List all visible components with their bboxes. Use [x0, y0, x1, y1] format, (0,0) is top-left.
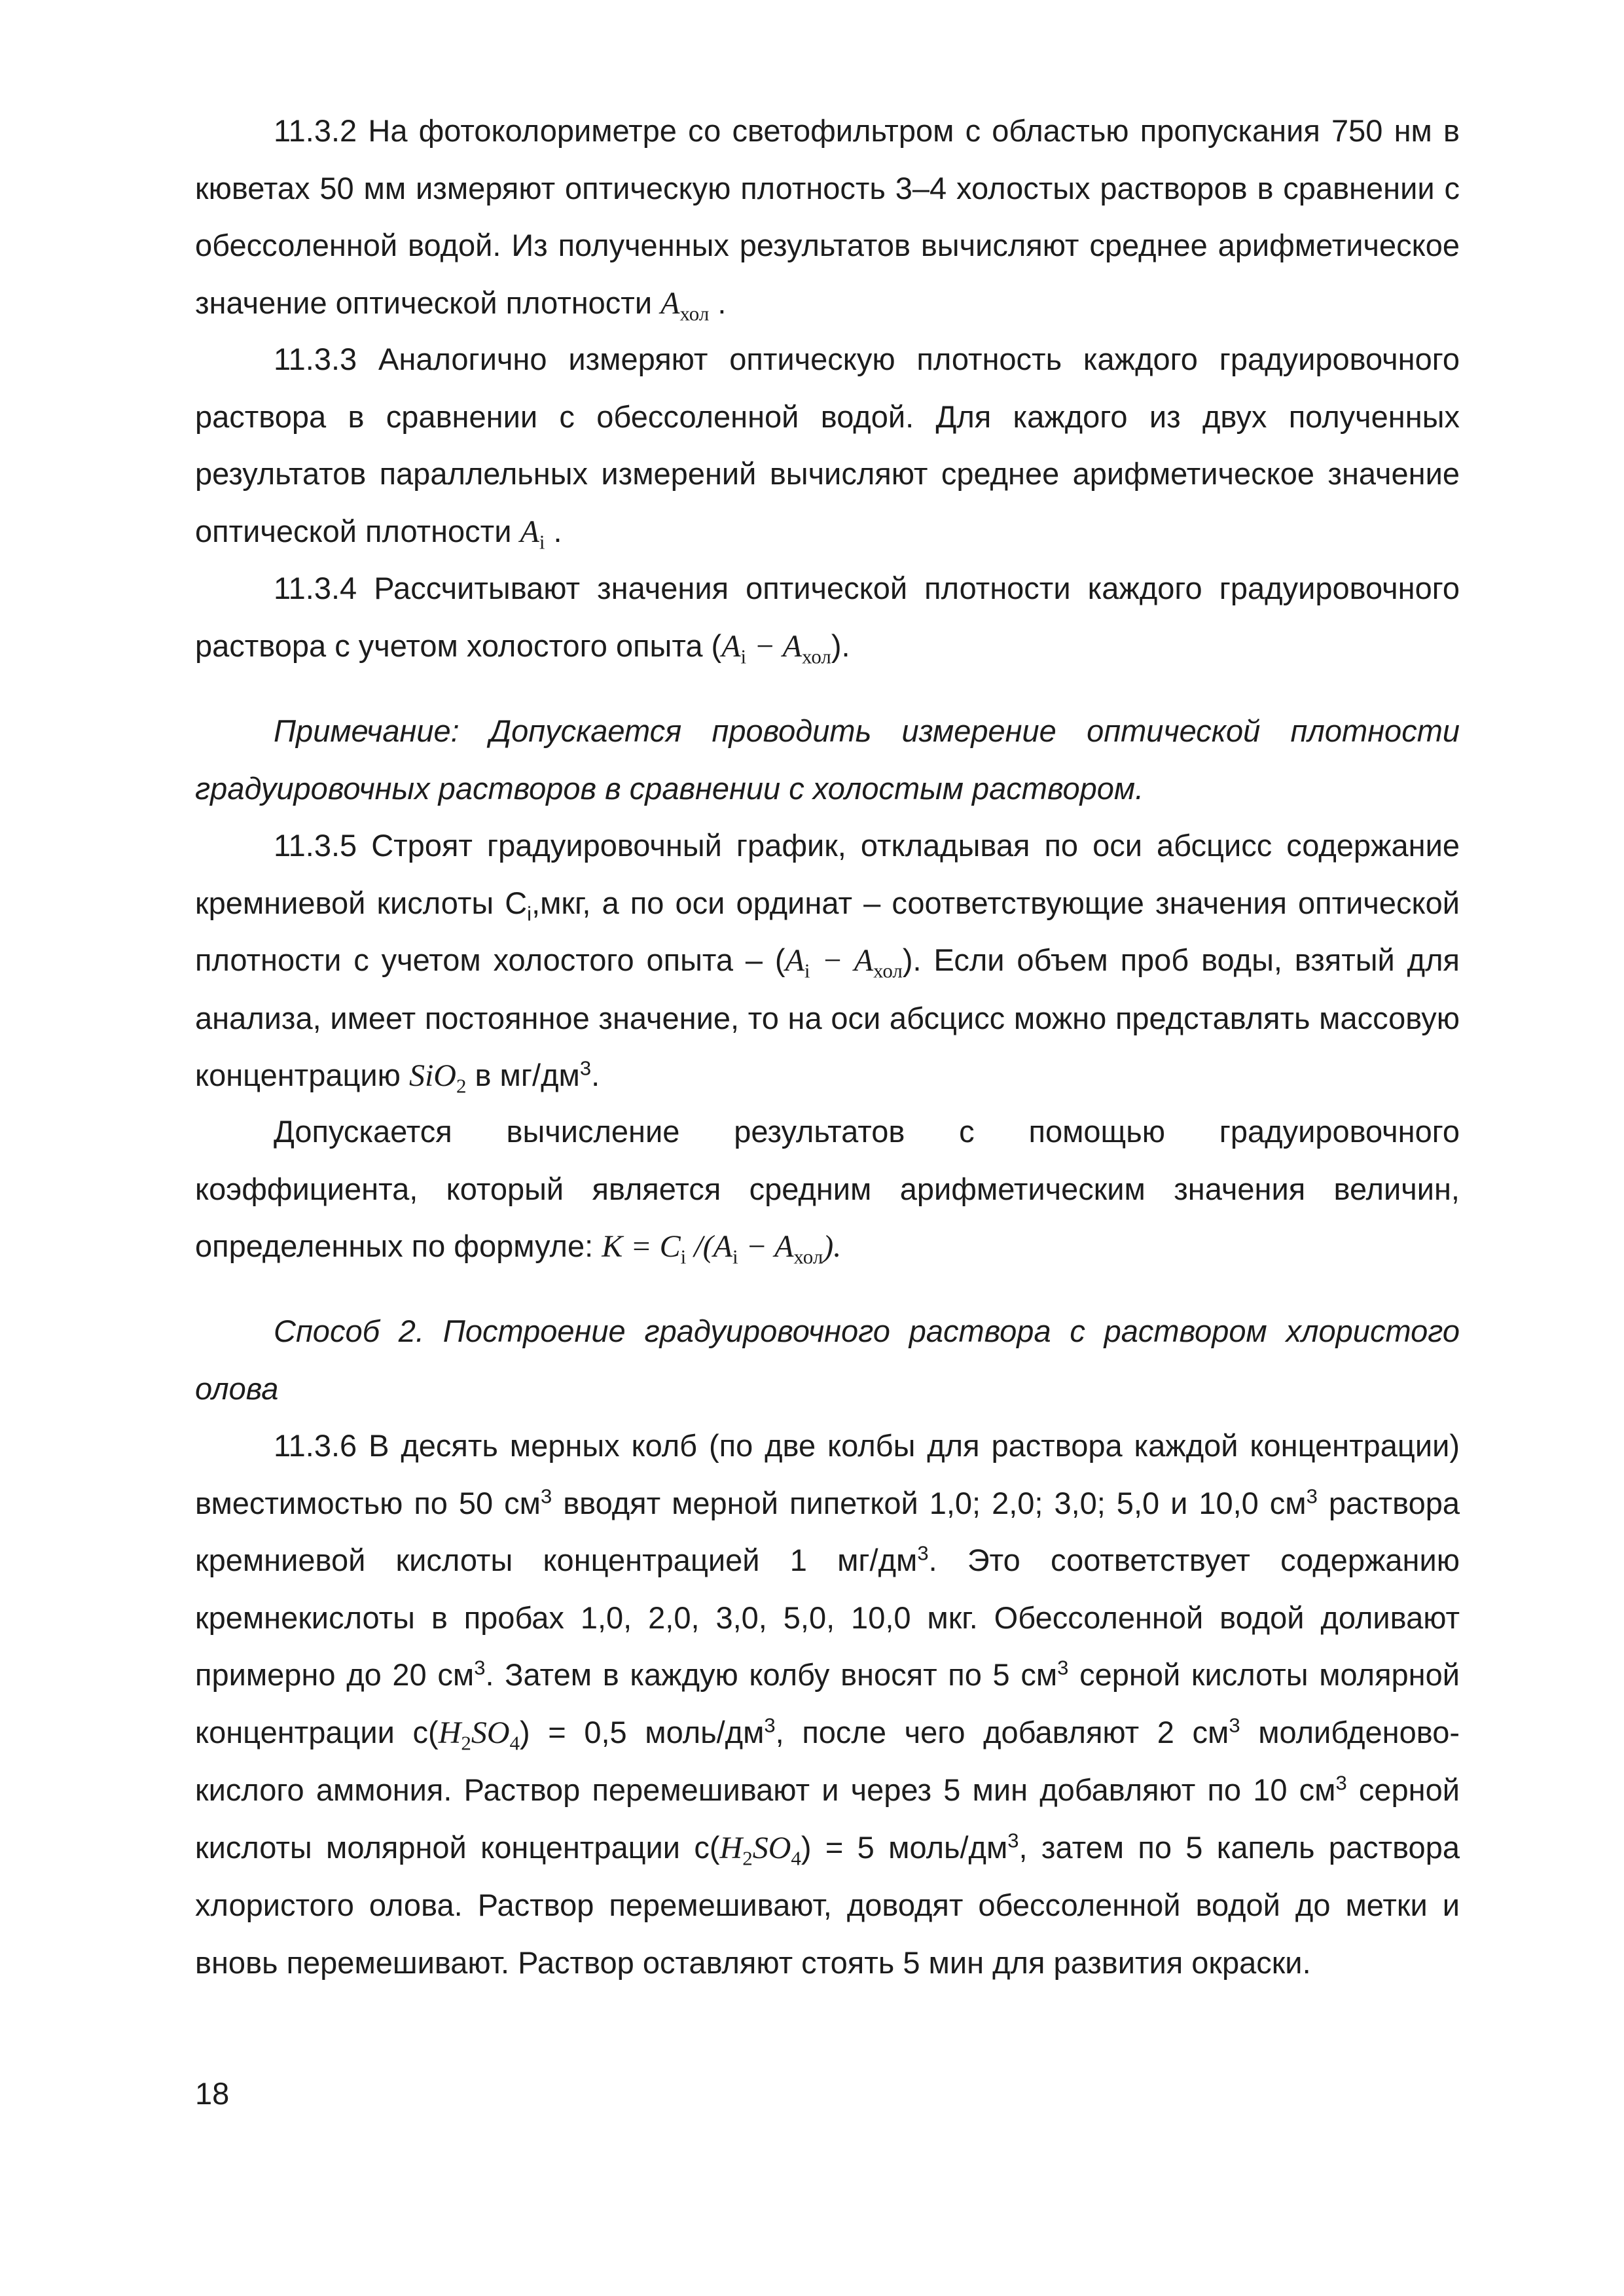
math-sio2: SiO$_2$	[408, 1058, 467, 1098]
method-2-heading: Способ 2. Построение градуировочного раствора с раствором хлористого олова	[195, 1314, 1460, 1406]
paragraph-text: 11.3.4 Рассчитывают значения оптической плотности каждого градуировочного раствора с учетом холостого опыта (	[195, 571, 1460, 663]
math-h2so4: $H_2SO_4$	[438, 1715, 520, 1755]
paragraph-11-3-4: 11.3.4 Рассчитывают значения оптической плотности каждого градуировочного раствора с учетом холостого опыта $(A_i - A_{хол})$.	[195, 571, 1460, 668]
paragraph-11-3-3: 11.3.3 Аналогично измеряют оптическую плотность каждого градуировочного раствора в сравнении с обессоленной водой. Для каждого из двух полученных результатов параллельных измерений вычисляют среднее арифметическое значение оптической плотности $A_i$ .	[195, 342, 1460, 554]
paragraph-11-3-2: 11.3.2 На фотоколориметре со светофильтром с областью пропускания 750 нм в кюветах 50 мм измеряют оптическую плотность 3–4 холостых растворов в сравнении с обессоленной водой. Из полученных результатов вычисляют среднее арифметическое значение оптической плотности $A_{хол}$ .	[195, 113, 1460, 325]
math-a-blank: $A_{хол}$	[660, 285, 710, 325]
paragraph-text: 11.3.3 Аналогично измеряют оптическую плотность каждого градуировочного раствора в сравнении с обессоленной водой. Для каждого из двух полученных результатов параллельных измерений вычисляют среднее арифметическое значение оптической плотности	[195, 342, 1460, 548]
math-h2so4: $H_2SO_4$	[719, 1830, 801, 1870]
paragraph-text: 11.3.2 На фотоколориметре со светофильтром с областью пропускания 750 нм в кюветах 50 мм измеряют оптическую плотность 3–4 холостых растворов в сравнении с обессоленной водой. Из полученных результатов вычисляют среднее арифметическое значение оптической плотности	[195, 113, 1460, 320]
note-paragraph: Примечание: Допускается проводить измерение оптической плотности градуировочных растворов в сравнении с холостым раствором.	[195, 713, 1460, 806]
math-a-i: $A_i$	[520, 514, 545, 554]
math-difference: $A_i - A_{хол}$	[785, 943, 903, 982]
formula-k: $K = C_i$ $/(A_i - A_{хол})$.	[602, 1229, 842, 1268]
math-difference: $A_i - A_{хол}$	[721, 628, 831, 668]
paragraph-11-3-6: 11.3.6 В десять мерных колб (по две колбы для раствора каждой концентрации) вместимостью по 50 $см^3$ вводят мерной пипеткой 1,0; 2,0; 3,0; 5,0 и 10,0 $см^3$ раствора кремниевой кислоты концентрацией 1 $мг/дм^3$. Это соответствует содержанию кремнекислоты в пробах 1,0, 2,0, 3,0, 5,0, 10,0 мкг. Обессоленной водой доливают примерно до 20 $см^3$. Затем в каждую колбу вносят по 5 $см^3$ серной кислоты молярной концентрации $c(H_2SO_4) = 0,5$ моль/$дм^3$, после чего добавляют 2 $см^3$ молибденово-кислого аммония. Раствор перемешивают и через 5 мин добавляют по 10 $см^3$ серной кислоты молярной концентрации $c(H_2SO_4) = 5$ моль/$дм^3$, затем по 5 капель раствора хлористого олова. Раствор перемешивают, доводят обессоленной водой до метки и вновь перемешивают. Раствор оставляют стоять 5 мин для развития окраски.	[195, 1428, 1460, 1980]
page-number: 18	[195, 2076, 230, 2111]
paragraph-11-3-5: 11.3.5 Строят градуировочный график, откладывая по оси абсцисс содержание кремниевой кислоты $C_i,мкг$, а по оси ординат – соответствующие значения оптической плотности с учетом холостого опыта – $(A_i - A_{хол})$. Если объем проб воды, взятый для анализа, имеет постоянное значение, то на оси абсцисс можно представлять массовую концентрацию SiO$_2$ в $мг/дм^3$.	[195, 828, 1460, 1098]
paragraph-coefficient: Допускается вычисление результатов с помощью градуировочного коэффициента, который является средним арифметическим значения величин, определенных по формуле: $K = C_i$ $/(A_i - A_{хол})$.	[195, 1114, 1460, 1268]
